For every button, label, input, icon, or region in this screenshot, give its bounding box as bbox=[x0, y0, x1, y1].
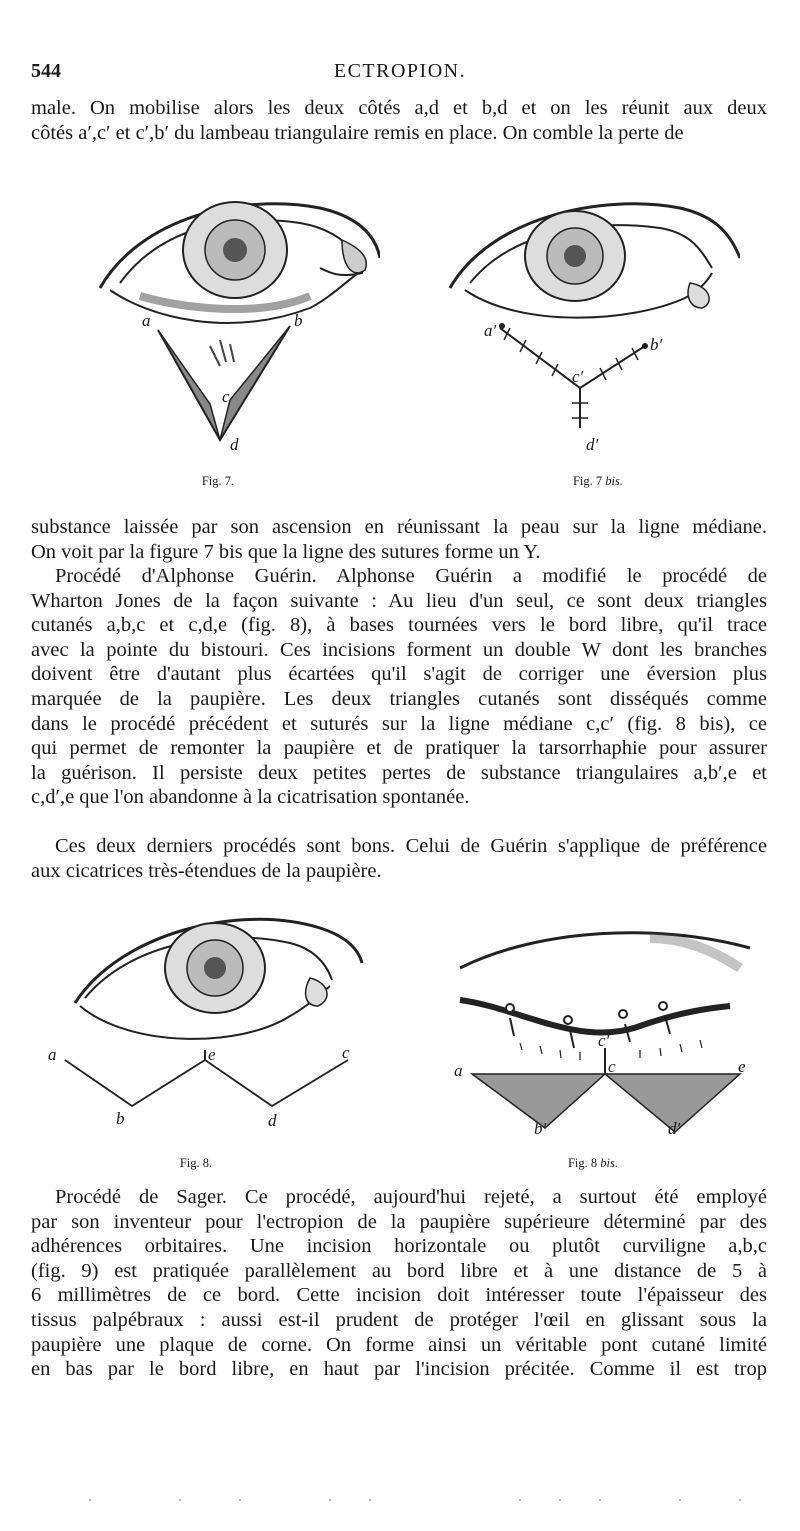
figure-8-caption: Fig. 8. bbox=[179, 1156, 213, 1170]
eye-illustration bbox=[80, 178, 380, 468]
figure-8-bis-caption: Fig. 8 bis. bbox=[567, 1156, 619, 1170]
label-c: c bbox=[608, 1057, 616, 1076]
text-line: avec la pointe du bistouri. Ces incisions forment un double W dont les branches bbox=[31, 638, 767, 661]
running-title: ECTROPION. bbox=[333, 60, 467, 82]
paragraph-1 bbox=[31, 96, 767, 145]
text-line: adhérences orbitaires. Une incision horizontale ou plutôt curviligne a,b,c bbox=[31, 1235, 767, 1258]
label-a: a bbox=[48, 1045, 57, 1064]
label-e: e bbox=[208, 1045, 216, 1064]
text-line: On voit par la figure 7 bis que la ligne des sutures forme un Y. bbox=[31, 540, 541, 563]
text-line: (fig. 9) est pratiquée parallèlement au bord libre et à une distance de 5 à bbox=[31, 1259, 767, 1282]
figure-8 bbox=[40, 898, 380, 1138]
label-d-prime: d′ bbox=[668, 1119, 681, 1138]
label-b-prime: b′ bbox=[534, 1119, 547, 1138]
paragraph-5 bbox=[31, 1185, 767, 1382]
text-line: cutanés a,b,c et c,d,e (fig. 8), à bases tournées vers le bord libre, qu'il trace bbox=[31, 614, 767, 637]
text-line: Procédé d'Alphonse Guérin. Alphonse Guérin a modifié le procédé de bbox=[55, 565, 767, 587]
paragraph-4 bbox=[31, 834, 767, 883]
label-e: e bbox=[738, 1057, 746, 1076]
text-line: male. On mobilise alors les deux côtés a,d et b,d et on les réunit aux deux bbox=[31, 97, 767, 119]
paragraph-2 bbox=[31, 515, 767, 564]
label-c: c bbox=[342, 1043, 350, 1062]
text-line: la guérison. Il persiste deux petites pertes de substance triangulaires a,b′,e et bbox=[31, 761, 767, 784]
label-c: c bbox=[222, 387, 230, 406]
label-d-prime: d′ bbox=[586, 435, 599, 454]
label-a: a bbox=[454, 1061, 463, 1080]
text-line: marquée de la paupière. Les deux triangles cutanés sont disséqués comme bbox=[31, 687, 767, 710]
figure-7 bbox=[80, 178, 380, 468]
eye-double-w-illustration bbox=[40, 898, 380, 1138]
text-line: en bas par le bord libre, en haut par l'incision précitée. Comme il est trop bbox=[31, 1358, 767, 1381]
text-line: doivent être d'autant plus écartées qu'il s'agit de corriger une éversion plus bbox=[31, 663, 767, 686]
text-line: aux cicatrices très-étendues de la paupière. bbox=[31, 859, 382, 882]
paragraph-3 bbox=[31, 564, 767, 810]
label-a-prime: a′ bbox=[484, 321, 497, 340]
label-b: b bbox=[116, 1109, 125, 1128]
text-line: Wharton Jones de la façon suivante : Au lieu d'un seul, ce sont deux triangles bbox=[31, 589, 767, 612]
eye-sutured-illustration bbox=[440, 178, 740, 468]
label-d: d bbox=[268, 1111, 277, 1130]
text-line: Procédé de Sager. Ce procédé, aujourd'hui rejeté, a surtout été employé bbox=[55, 1186, 767, 1208]
figure-7-caption: Fig. 7. bbox=[201, 474, 235, 488]
label-c-prime: c′ bbox=[572, 367, 584, 386]
print-specks bbox=[0, 1497, 800, 1503]
text-line: substance laissée par son ascension en réunissant la peau sur la ligne médiane. bbox=[31, 516, 767, 538]
text-line: tissus palpébraux : aussi est-il prudent de protéger l'œil en glissant sous la bbox=[31, 1308, 767, 1331]
text-line: 6 millimètres de ce bord. Cette incision doit intéresser toute l'épaisseur des bbox=[31, 1284, 767, 1307]
label-a: a bbox=[142, 311, 151, 330]
figure-8-bis bbox=[440, 908, 770, 1138]
label-b: b bbox=[294, 311, 303, 330]
text-line: Ces deux derniers procédés sont bons. Celui de Guérin s'applique de préférence bbox=[55, 835, 767, 857]
lid-suture-illustration bbox=[440, 908, 770, 1138]
figure-7-bis bbox=[440, 178, 740, 468]
text-line: qui permet de remonter la paupière et de pratiquer la tarsorrhaphie pour assurer bbox=[31, 737, 767, 760]
label-b-prime: b′ bbox=[650, 335, 663, 354]
text-line: c,d′,e que l'on abandonne à la cicatrisation spontanée. bbox=[31, 786, 470, 809]
text-line: dans le procédé précédent et suturés sur la ligne médiane c,c′ (fig. 8 bis), ce bbox=[31, 712, 767, 735]
text-line: côtés a′,c′ et c′,b′ du lambeau triangulaire remis en place. On comble la perte de bbox=[31, 121, 684, 144]
text-line: par son inventeur pour l'ectropion de la paupière supérieure déterminé par des bbox=[31, 1210, 767, 1233]
text-line: paupière une plaque de corne. On forme ainsi un véritable pont cutané limité bbox=[31, 1333, 767, 1356]
page-number: 544 bbox=[31, 60, 61, 82]
label-d: d bbox=[230, 435, 239, 454]
figure-7-bis-caption: Fig. 7 bis. bbox=[572, 474, 624, 488]
label-c-prime: c′ bbox=[598, 1031, 610, 1050]
